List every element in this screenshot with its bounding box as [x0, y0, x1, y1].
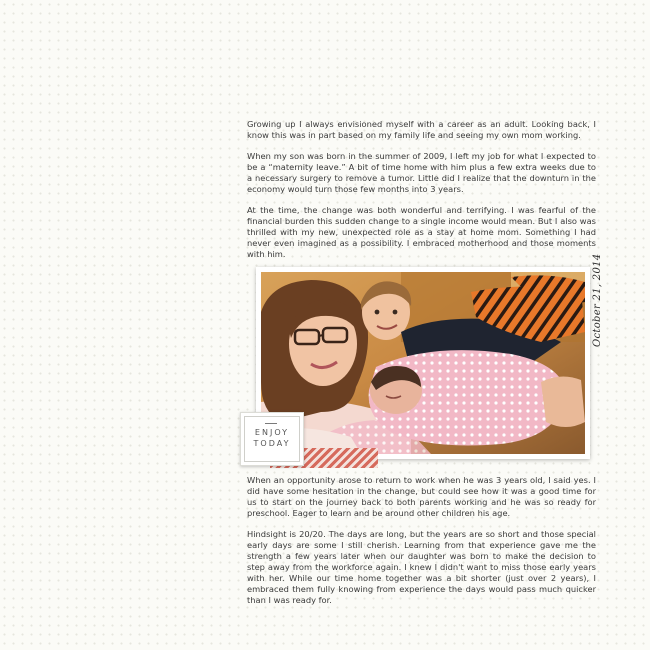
journal-paragraph: When an opportunity arose to return to work when he was 3 years old, I said yes. I did have some hesitation in the change, but could see how it was a good time for us to start on the journey back to both parents working and he was so ready for preschool. Eager to learn and be around other children his age. — [247, 475, 596, 518]
journal-paragraph: At the time, the change was both wonderful and terrifying. I was fearful of the financial burden this sudden change to a single income would mean. But I also was thrilled with my new, unexpected role as a stay at home mom. Something I had never even imagined as a possibility. I embraced motherhood and those moments with him. — [247, 205, 596, 259]
handwritten-date: October 21, 2014 — [592, 253, 603, 347]
journal-paragraph: Hindsight is 20/20. The days are long, but the years are so short and those special early days are some I still cherish. Learning from that experience gave me the strength a few years later when our daughter was born to make the decision to step away from the workforce again. I knew I didn't want to miss those early years with her. While our time home together was a bit shorter (just over 2 years), I embraced them fully knowing from experience the days would pass much quicker than I was ready for. — [247, 529, 596, 605]
journal-paragraph: Growing up I always envisioned myself with a career as an adult. Looking back, I know this was in part based on my family life and seeing my own mom working. — [247, 119, 596, 140]
journal-paragraph: When my son was born in the summer of 2009, I left my job for what I expected to be a “maternity leave.” A bit of time home with him plus a few extra weeks due to a necessary surgery to remove a tumor. Little did I realize that the downturn in the economy would turn those few months into 3 years. — [247, 151, 596, 194]
family-photo-frame — [256, 267, 590, 459]
enjoy-today-card — [240, 412, 304, 466]
journal-text-bottom — [247, 475, 596, 616]
journal-text-top — [247, 119, 596, 270]
card-dash-divider — [265, 423, 277, 424]
card-text-today: TODAY — [253, 439, 291, 448]
family-photo-illustration — [261, 272, 585, 454]
family-photo — [261, 272, 585, 454]
card-text-enjoy: ENJOY — [254, 428, 290, 437]
